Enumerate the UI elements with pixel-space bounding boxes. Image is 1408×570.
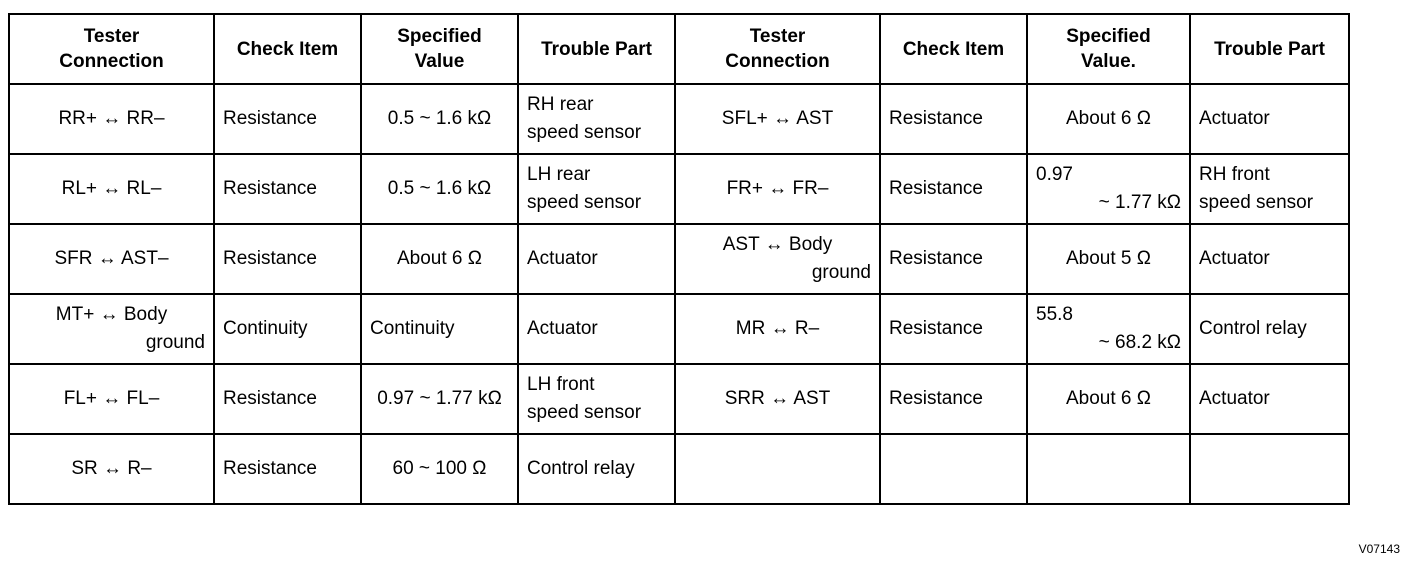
tester-connection-cell	[9, 154, 214, 224]
specified-value-cell	[361, 154, 518, 224]
tester-connection-cell-right-line: FR+ ↔ FR–	[726, 178, 829, 199]
check-item-cell: Resistance	[214, 154, 361, 224]
tester-connection-cell-right	[675, 434, 880, 504]
header-specified-value-right: Specified Value.	[1027, 14, 1190, 84]
tester-connection-cell-right	[675, 294, 880, 364]
specified-value-cell-line: Continuity	[370, 318, 455, 339]
header-check-item-right: Check Item	[880, 14, 1027, 84]
trouble-part-cell-right-line: Actuator	[1199, 388, 1270, 409]
trouble-part-cell-right	[1190, 434, 1349, 504]
table-row	[9, 434, 1349, 504]
specified-value-cell-line: 0.5 ~ 1.6 kΩ	[387, 108, 492, 129]
trouble-part-cell-line: speed sensor	[527, 122, 642, 143]
trouble-part-cell-line: Actuator	[527, 318, 598, 339]
header-specified-value: Specified Value	[361, 14, 518, 84]
header-trouble-part-right: Trouble Part	[1190, 14, 1349, 84]
tester-connection-cell-line: RL+ ↔ RL–	[61, 178, 162, 199]
tester-connection-cell-right	[675, 84, 880, 154]
check-item-cell-right: Resistance	[880, 294, 1027, 364]
trouble-part-cell	[518, 224, 675, 294]
tester-connection-cell-right-line: MR ↔ R–	[735, 318, 820, 339]
trouble-part-cell-right-line: Actuator	[1199, 108, 1270, 129]
check-item-cell-right	[880, 434, 1027, 504]
table-row	[9, 294, 1349, 364]
specified-value-cell-right	[1027, 294, 1190, 364]
trouble-part-cell	[518, 84, 675, 154]
tester-connection-cell-line: ground	[145, 332, 205, 353]
specified-value-cell-right	[1027, 434, 1190, 504]
check-item-cell: Resistance	[214, 84, 361, 154]
tester-connection-cell-line: SFR ↔ AST–	[54, 248, 169, 269]
trouble-part-cell-right	[1190, 84, 1349, 154]
specified-value-cell-right-line: About 6 Ω	[1066, 388, 1151, 409]
specified-value-cell-line: 0.5 ~ 1.6 kΩ	[387, 178, 492, 199]
trouble-part-cell-line: RH rear	[527, 94, 594, 115]
tester-connection-cell	[9, 224, 214, 294]
specified-value-cell-right-line: ~ 68.2 kΩ	[1098, 332, 1181, 353]
tester-connection-cell-right-line: SFL+ ↔ AST	[721, 108, 834, 129]
tester-connection-cell-line: RR+ ↔ RR–	[58, 108, 165, 129]
tester-connection-cell	[9, 84, 214, 154]
check-item-cell: Resistance	[214, 224, 361, 294]
trouble-part-cell-line: Actuator	[527, 248, 598, 269]
spec-table-container	[8, 13, 1348, 505]
specified-value-cell-line: About 6 Ω	[397, 248, 482, 269]
specified-value-cell-right-line: 0.97	[1036, 164, 1073, 185]
trouble-part-cell-line: speed sensor	[527, 402, 642, 423]
trouble-part-cell-right-line: speed sensor	[1199, 192, 1314, 213]
specified-value-cell-right	[1027, 154, 1190, 224]
header-row	[9, 14, 1349, 84]
check-item-cell-right: Resistance	[880, 84, 1027, 154]
table-row	[9, 84, 1349, 154]
figure-code: V07143	[1358, 542, 1400, 556]
header-trouble-part: Trouble Part	[518, 14, 675, 84]
tester-connection-cell-right-line: ground	[811, 262, 871, 283]
trouble-part-cell-right	[1190, 364, 1349, 434]
specified-value-cell-right-line: About 6 Ω	[1066, 108, 1151, 129]
trouble-part-cell	[518, 294, 675, 364]
header-tester-connection: Tester Connection	[9, 14, 214, 84]
specified-value-cell-line: 60 ~ 100 Ω	[392, 458, 487, 479]
table-row	[9, 364, 1349, 434]
check-item-cell-right: Resistance	[880, 154, 1027, 224]
trouble-part-cell-line: LH front	[527, 374, 595, 395]
tester-connection-cell-right	[675, 154, 880, 224]
tester-connection-cell	[9, 434, 214, 504]
specified-value-cell	[361, 294, 518, 364]
trouble-part-cell-right-line: Actuator	[1199, 248, 1270, 269]
specified-value-cell-right	[1027, 364, 1190, 434]
tester-connection-cell-line: FL+ ↔ FL–	[63, 388, 160, 409]
specified-value-cell	[361, 364, 518, 434]
tester-connection-cell-line: MT+ ↔ Body	[55, 304, 168, 325]
trouble-part-cell-right-line: Control relay	[1199, 318, 1307, 339]
table-row	[9, 224, 1349, 294]
check-item-cell: Continuity	[214, 294, 361, 364]
trouble-part-cell-right-line: RH front	[1199, 164, 1270, 185]
table-body	[9, 84, 1349, 504]
tester-connection-cell-right	[675, 364, 880, 434]
tester-connection-cell	[9, 364, 214, 434]
specified-value-cell	[361, 84, 518, 154]
tester-connection-cell-right-line: AST ↔ Body	[722, 234, 833, 255]
trouble-part-cell-line: LH rear	[527, 164, 591, 185]
specified-value-cell-right	[1027, 84, 1190, 154]
specified-value-cell	[361, 224, 518, 294]
trouble-part-cell-right	[1190, 294, 1349, 364]
trouble-part-cell	[518, 364, 675, 434]
tester-connection-cell	[9, 294, 214, 364]
trouble-part-cell-line: speed sensor	[527, 192, 642, 213]
trouble-part-cell-line: Control relay	[527, 458, 635, 479]
table-row	[9, 154, 1349, 224]
trouble-part-cell	[518, 154, 675, 224]
check-item-cell: Resistance	[214, 434, 361, 504]
trouble-part-cell-right	[1190, 224, 1349, 294]
specified-value-cell	[361, 434, 518, 504]
tester-spec-table	[8, 13, 1350, 505]
tester-connection-cell-line: SR ↔ R–	[71, 458, 152, 479]
tester-connection-cell-right-line: SRR ↔ AST	[724, 388, 831, 409]
specified-value-cell-right	[1027, 224, 1190, 294]
header-check-item: Check Item	[214, 14, 361, 84]
trouble-part-cell	[518, 434, 675, 504]
check-item-cell-right: Resistance	[880, 364, 1027, 434]
specified-value-cell-right-line: ~ 1.77 kΩ	[1098, 192, 1181, 213]
specified-value-cell-line: 0.97 ~ 1.77 kΩ	[377, 388, 502, 409]
specified-value-cell-right-line: 55.8	[1036, 304, 1073, 325]
check-item-cell: Resistance	[214, 364, 361, 434]
trouble-part-cell-right	[1190, 154, 1349, 224]
tester-connection-cell-right	[675, 224, 880, 294]
specified-value-cell-right-line: About 5 Ω	[1066, 248, 1151, 269]
check-item-cell-right: Resistance	[880, 224, 1027, 294]
header-tester-connection-right: Tester Connection	[675, 14, 880, 84]
